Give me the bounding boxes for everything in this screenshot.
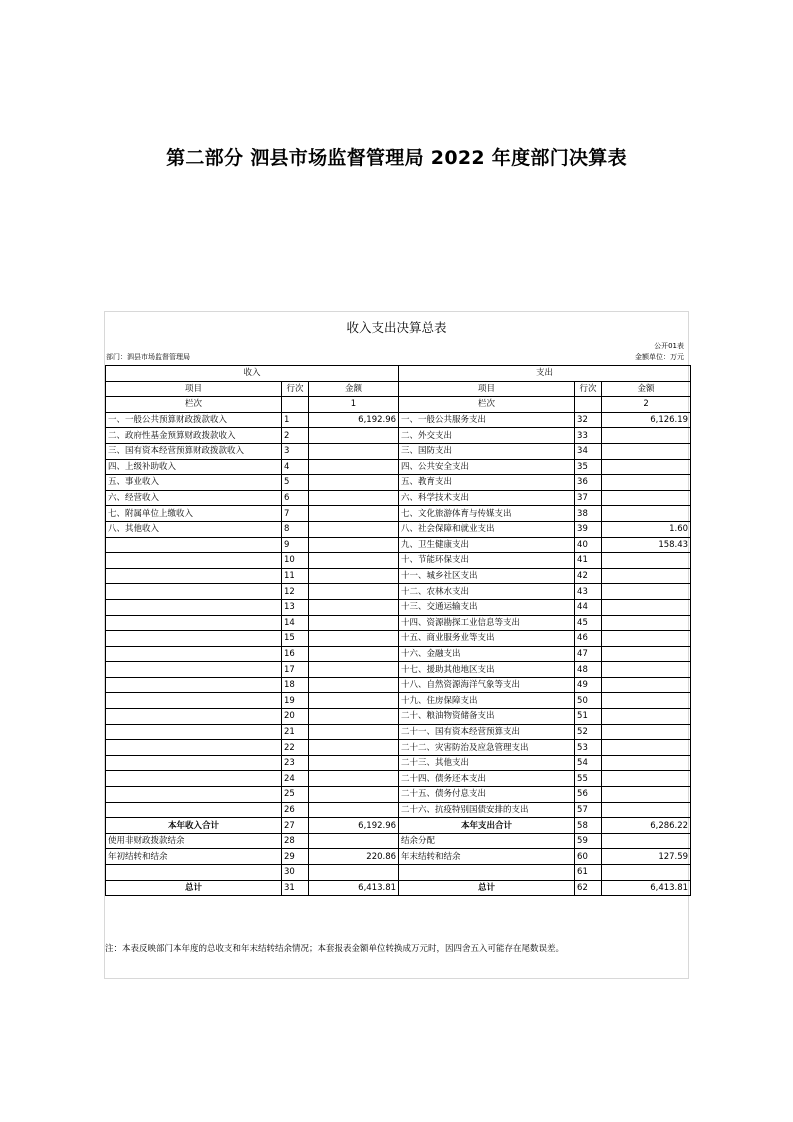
expense-item-cell: 八、社会保障和就业支出 bbox=[399, 521, 575, 537]
expense-line-cell: 34 bbox=[575, 443, 602, 459]
table-row bbox=[106, 677, 691, 693]
income-amount-cell bbox=[309, 537, 399, 553]
income-amount-cell bbox=[309, 693, 399, 709]
income-amount-cell bbox=[309, 677, 399, 693]
expense-line-cell: 44 bbox=[575, 599, 602, 615]
expense-summary-item-cell: 年末结转和结余 bbox=[399, 849, 575, 865]
income-line-cell: 15 bbox=[282, 631, 309, 647]
expense-amount-cell bbox=[602, 802, 691, 818]
income-amount-cell bbox=[309, 709, 399, 725]
table-row bbox=[106, 755, 691, 771]
expense-line-cell: 43 bbox=[575, 584, 602, 600]
income-item-cell bbox=[106, 615, 282, 631]
expense-summary-amount-cell: 6,286.22 bbox=[602, 818, 691, 834]
income-line-cell: 2 bbox=[282, 428, 309, 444]
income-line-cell: 17 bbox=[282, 662, 309, 678]
table-row bbox=[106, 787, 691, 803]
income-item-cell: 六、经营收入 bbox=[106, 490, 282, 506]
income-summary-line-cell: 28 bbox=[282, 833, 309, 849]
expense-line-cell: 33 bbox=[575, 428, 602, 444]
expense-amount-cell bbox=[602, 490, 691, 506]
department-label: 部门：泗县市场监督管理局 bbox=[106, 353, 190, 361]
income-amount-header: 金额 bbox=[309, 381, 399, 397]
expense-line-cell: 42 bbox=[575, 568, 602, 584]
income-item-cell: 一、一般公共预算财政拨款收入 bbox=[106, 412, 282, 428]
income-item-cell bbox=[106, 553, 282, 569]
income-amount-cell: 6,192.96 bbox=[309, 412, 399, 428]
page-title: 第二部分 泗县市场监督管理局 2022 年度部门决算表 bbox=[166, 147, 627, 169]
expense-amount-cell: 6,126.19 bbox=[602, 412, 691, 428]
income-line-cell: 7 bbox=[282, 506, 309, 522]
income-item-cell bbox=[106, 693, 282, 709]
expense-item-cell: 二十、粮油物资储备支出 bbox=[399, 709, 575, 725]
income-amount-cell bbox=[309, 428, 399, 444]
income-item-cell: 四、上级补助收入 bbox=[106, 459, 282, 475]
income-item-cell bbox=[106, 677, 282, 693]
expense-amount-cell bbox=[602, 771, 691, 787]
expense-amount-cell bbox=[602, 787, 691, 803]
table-row bbox=[106, 802, 691, 818]
income-summary-amount-cell: 6,192.96 bbox=[309, 818, 399, 834]
column-header-row bbox=[106, 381, 691, 397]
expense-header: 支出 bbox=[399, 366, 691, 382]
expense-item-cell: 十、节能环保支出 bbox=[399, 553, 575, 569]
column-number-row bbox=[106, 397, 691, 413]
expense-amount-cell bbox=[602, 709, 691, 725]
expense-amount-cell bbox=[602, 646, 691, 662]
income-item-cell: 八、其他收入 bbox=[106, 521, 282, 537]
expense-summary-amount-cell: 6,413.81 bbox=[602, 880, 691, 896]
table-row bbox=[106, 740, 691, 756]
income-amount-cell bbox=[309, 443, 399, 459]
summary-row bbox=[106, 833, 691, 849]
expense-line-cell: 38 bbox=[575, 506, 602, 522]
income-amount-cell bbox=[309, 490, 399, 506]
income-item-cell bbox=[106, 599, 282, 615]
table-row bbox=[106, 553, 691, 569]
income-summary-amount-cell: 220.86 bbox=[309, 849, 399, 865]
income-line-cell: 9 bbox=[282, 537, 309, 553]
table-row bbox=[106, 646, 691, 662]
unit-label: 金额单位：万元 bbox=[635, 353, 684, 361]
expense-item-cell: 四、公共安全支出 bbox=[399, 459, 575, 475]
income-summary-item-cell: 年初结转和结余 bbox=[106, 849, 282, 865]
expense-item-cell: 三、国防支出 bbox=[399, 443, 575, 459]
income-line-cell: 20 bbox=[282, 709, 309, 725]
income-amount-cell bbox=[309, 631, 399, 647]
income-item-header: 项目 bbox=[106, 381, 282, 397]
income-item-cell bbox=[106, 568, 282, 584]
income-amount-cell bbox=[309, 584, 399, 600]
income-summary-amount-cell bbox=[309, 865, 399, 881]
table-row bbox=[106, 412, 691, 428]
income-line-cell: 19 bbox=[282, 693, 309, 709]
income-amount-cell bbox=[309, 475, 399, 491]
income-line-cell: 4 bbox=[282, 459, 309, 475]
income-amount-cell bbox=[309, 755, 399, 771]
income-amount-cell bbox=[309, 521, 399, 537]
income-item-cell bbox=[106, 631, 282, 647]
table-row bbox=[106, 662, 691, 678]
expense-item-cell: 十一、城乡社区支出 bbox=[399, 568, 575, 584]
table-row bbox=[106, 459, 691, 475]
summary-row bbox=[106, 849, 691, 865]
expense-amount-cell: 158.43 bbox=[602, 537, 691, 553]
income-row-label: 栏次 bbox=[106, 397, 282, 413]
income-line-cell: 23 bbox=[282, 755, 309, 771]
expense-amount-cell bbox=[602, 553, 691, 569]
expense-summary-line-cell: 58 bbox=[575, 818, 602, 834]
section-header-row bbox=[106, 366, 691, 382]
income-item-cell bbox=[106, 584, 282, 600]
table-row bbox=[106, 490, 691, 506]
expense-item-cell: 七、文化旅游体育与传媒支出 bbox=[399, 506, 575, 522]
expense-row-label: 栏次 bbox=[399, 397, 575, 413]
expense-line-cell: 51 bbox=[575, 709, 602, 725]
expense-amount-cell bbox=[602, 506, 691, 522]
expense-item-cell: 二十四、债务还本支出 bbox=[399, 771, 575, 787]
table-row bbox=[106, 599, 691, 615]
expense-summary-item-cell: 结余分配 bbox=[399, 833, 575, 849]
expense-summary-line-cell: 60 bbox=[575, 849, 602, 865]
expense-summary-amount-cell bbox=[602, 833, 691, 849]
income-amount-cell bbox=[309, 599, 399, 615]
expense-item-cell: 一、一般公共服务支出 bbox=[399, 412, 575, 428]
income-amount-cell bbox=[309, 662, 399, 678]
income-summary-line-cell: 29 bbox=[282, 849, 309, 865]
expense-amount-cell bbox=[602, 740, 691, 756]
table-row bbox=[106, 615, 691, 631]
expense-line-cell: 54 bbox=[575, 755, 602, 771]
expense-line-cell: 57 bbox=[575, 802, 602, 818]
summary-row bbox=[106, 818, 691, 834]
expense-item-cell: 二、外交支出 bbox=[399, 428, 575, 444]
expense-line-cell: 36 bbox=[575, 475, 602, 491]
income-item-cell bbox=[106, 662, 282, 678]
income-line-cell: 3 bbox=[282, 443, 309, 459]
table-row bbox=[106, 631, 691, 647]
table-row bbox=[106, 693, 691, 709]
expense-item-cell: 二十一、国有资本经营预算支出 bbox=[399, 724, 575, 740]
expense-line-cell: 53 bbox=[575, 740, 602, 756]
expense-summary-amount-cell bbox=[602, 865, 691, 881]
expense-line-header: 行次 bbox=[575, 381, 602, 397]
expense-amount-cell: 1.60 bbox=[602, 521, 691, 537]
income-line-cell: 12 bbox=[282, 584, 309, 600]
expense-item-cell: 十八、自然资源海洋气象等支出 bbox=[399, 677, 575, 693]
table-row bbox=[106, 724, 691, 740]
income-header: 收入 bbox=[106, 366, 399, 382]
expense-item-cell: 九、卫生健康支出 bbox=[399, 537, 575, 553]
table-row bbox=[106, 428, 691, 444]
income-column-number: 1 bbox=[309, 397, 399, 413]
income-item-cell bbox=[106, 740, 282, 756]
income-line-cell: 18 bbox=[282, 677, 309, 693]
expense-line-cell: 45 bbox=[575, 615, 602, 631]
expense-line-cell: 37 bbox=[575, 490, 602, 506]
income-summary-item-cell: 使用非财政拨款结余 bbox=[106, 833, 282, 849]
summary-row bbox=[106, 865, 691, 881]
expense-amount-cell bbox=[602, 724, 691, 740]
expense-item-cell: 六、科学技术支出 bbox=[399, 490, 575, 506]
table-row bbox=[106, 443, 691, 459]
table-row bbox=[106, 475, 691, 491]
income-item-cell bbox=[106, 787, 282, 803]
expense-amount-cell bbox=[602, 459, 691, 475]
expense-item-cell: 十二、农林水支出 bbox=[399, 584, 575, 600]
expense-line-cell: 46 bbox=[575, 631, 602, 647]
income-line-cell: 14 bbox=[282, 615, 309, 631]
income-expense-table bbox=[105, 365, 691, 896]
expense-amount-cell bbox=[602, 584, 691, 600]
expense-amount-header: 金额 bbox=[602, 381, 691, 397]
income-item-cell bbox=[106, 802, 282, 818]
table-row bbox=[106, 537, 691, 553]
income-line-cell: 26 bbox=[282, 802, 309, 818]
income-summary-line-cell: 27 bbox=[282, 818, 309, 834]
final-accounts-sheet bbox=[104, 311, 689, 979]
expense-item-cell: 十九、住房保障支出 bbox=[399, 693, 575, 709]
expense-line-cell: 39 bbox=[575, 521, 602, 537]
income-line-cell: 16 bbox=[282, 646, 309, 662]
expense-amount-cell bbox=[602, 428, 691, 444]
table-row bbox=[106, 584, 691, 600]
expense-item-cell: 十七、援助其他地区支出 bbox=[399, 662, 575, 678]
expense-line-cell: 40 bbox=[575, 537, 602, 553]
income-line-cell: 13 bbox=[282, 599, 309, 615]
expense-line-cell: 55 bbox=[575, 771, 602, 787]
income-summary-line-cell: 30 bbox=[282, 865, 309, 881]
income-line-cell: 10 bbox=[282, 553, 309, 569]
summary-row bbox=[106, 880, 691, 896]
expense-amount-cell bbox=[602, 631, 691, 647]
expense-item-cell: 十三、交通运输支出 bbox=[399, 599, 575, 615]
income-line-cell: 11 bbox=[282, 568, 309, 584]
expense-summary-item-cell: 总计 bbox=[399, 880, 575, 896]
expense-item-cell: 十四、资源勘探工业信息等支出 bbox=[399, 615, 575, 631]
income-summary-amount-cell: 6,413.81 bbox=[309, 880, 399, 896]
footnote: 注：本表反映部门本年度的总收支和年末结转结余情况；本套报表金额单位转换成万元时，因四舍五入可能存在尾数误差。 bbox=[105, 944, 565, 954]
expense-line-cell: 56 bbox=[575, 787, 602, 803]
expense-line-cell: 41 bbox=[575, 553, 602, 569]
expense-summary-line-cell: 59 bbox=[575, 833, 602, 849]
expense-amount-cell bbox=[602, 475, 691, 491]
income-item-cell: 七、附属单位上缴收入 bbox=[106, 506, 282, 522]
income-amount-cell bbox=[309, 553, 399, 569]
income-amount-cell bbox=[309, 646, 399, 662]
sheet-title: 收入支出决算总表 bbox=[346, 320, 447, 335]
expense-amount-cell bbox=[602, 693, 691, 709]
income-line-cell: 1 bbox=[282, 412, 309, 428]
expense-line-cell: 47 bbox=[575, 646, 602, 662]
expense-item-cell: 二十三、其他支出 bbox=[399, 755, 575, 771]
income-row-label-blank bbox=[282, 397, 309, 413]
expense-amount-cell bbox=[602, 755, 691, 771]
income-item-cell bbox=[106, 771, 282, 787]
expense-amount-cell bbox=[602, 662, 691, 678]
income-line-cell: 22 bbox=[282, 740, 309, 756]
expense-line-cell: 52 bbox=[575, 724, 602, 740]
expense-item-cell: 十六、金融支出 bbox=[399, 646, 575, 662]
expense-line-cell: 35 bbox=[575, 459, 602, 475]
income-item-cell bbox=[106, 646, 282, 662]
income-item-cell bbox=[106, 755, 282, 771]
income-amount-cell bbox=[309, 459, 399, 475]
income-amount-cell bbox=[309, 771, 399, 787]
income-summary-item-cell: 本年收入合计 bbox=[106, 818, 282, 834]
table-row bbox=[106, 521, 691, 537]
income-line-cell: 5 bbox=[282, 475, 309, 491]
expense-line-cell: 50 bbox=[575, 693, 602, 709]
table-row bbox=[106, 506, 691, 522]
income-line-header: 行次 bbox=[282, 381, 309, 397]
income-line-cell: 8 bbox=[282, 521, 309, 537]
expense-summary-item-cell bbox=[399, 865, 575, 881]
income-amount-cell bbox=[309, 724, 399, 740]
expense-line-cell: 48 bbox=[575, 662, 602, 678]
income-amount-cell bbox=[309, 787, 399, 803]
income-line-cell: 6 bbox=[282, 490, 309, 506]
expense-amount-cell bbox=[602, 615, 691, 631]
income-item-cell bbox=[106, 724, 282, 740]
expense-item-cell: 二十二、灾害防治及应急管理支出 bbox=[399, 740, 575, 756]
income-summary-line-cell: 31 bbox=[282, 880, 309, 896]
income-summary-item-cell bbox=[106, 865, 282, 881]
expense-amount-cell bbox=[602, 599, 691, 615]
income-amount-cell bbox=[309, 802, 399, 818]
income-item-cell bbox=[106, 537, 282, 553]
table-row bbox=[106, 568, 691, 584]
expense-item-cell: 十五、商业服务业等支出 bbox=[399, 631, 575, 647]
expense-amount-cell bbox=[602, 677, 691, 693]
income-amount-cell bbox=[309, 740, 399, 756]
expense-row-label-blank bbox=[575, 397, 602, 413]
income-amount-cell bbox=[309, 568, 399, 584]
income-item-cell bbox=[106, 709, 282, 725]
table-row bbox=[106, 709, 691, 725]
income-line-cell: 21 bbox=[282, 724, 309, 740]
income-item-cell: 五、事业收入 bbox=[106, 475, 282, 491]
income-line-cell: 24 bbox=[282, 771, 309, 787]
expense-column-number: 2 bbox=[602, 397, 691, 413]
income-item-cell: 三、国有资本经营预算财政拨款收入 bbox=[106, 443, 282, 459]
expense-item-cell: 二十六、抗疫特别国债安排的支出 bbox=[399, 802, 575, 818]
income-amount-cell bbox=[309, 615, 399, 631]
expense-amount-cell bbox=[602, 443, 691, 459]
expense-line-cell: 32 bbox=[575, 412, 602, 428]
expense-item-cell: 五、教育支出 bbox=[399, 475, 575, 491]
expense-item-cell: 二十五、债务付息支出 bbox=[399, 787, 575, 803]
form-code: 公开01表 bbox=[654, 342, 684, 350]
expense-amount-cell bbox=[602, 568, 691, 584]
expense-line-cell: 49 bbox=[575, 677, 602, 693]
expense-summary-line-cell: 61 bbox=[575, 865, 602, 881]
expense-summary-amount-cell: 127.59 bbox=[602, 849, 691, 865]
expense-summary-line-cell: 62 bbox=[575, 880, 602, 896]
expense-summary-item-cell: 本年支出合计 bbox=[399, 818, 575, 834]
income-summary-amount-cell bbox=[309, 833, 399, 849]
income-summary-item-cell: 总计 bbox=[106, 880, 282, 896]
expense-item-header: 项目 bbox=[399, 381, 575, 397]
income-amount-cell bbox=[309, 506, 399, 522]
table-row bbox=[106, 771, 691, 787]
income-item-cell: 二、政府性基金预算财政拨款收入 bbox=[106, 428, 282, 444]
income-line-cell: 25 bbox=[282, 787, 309, 803]
